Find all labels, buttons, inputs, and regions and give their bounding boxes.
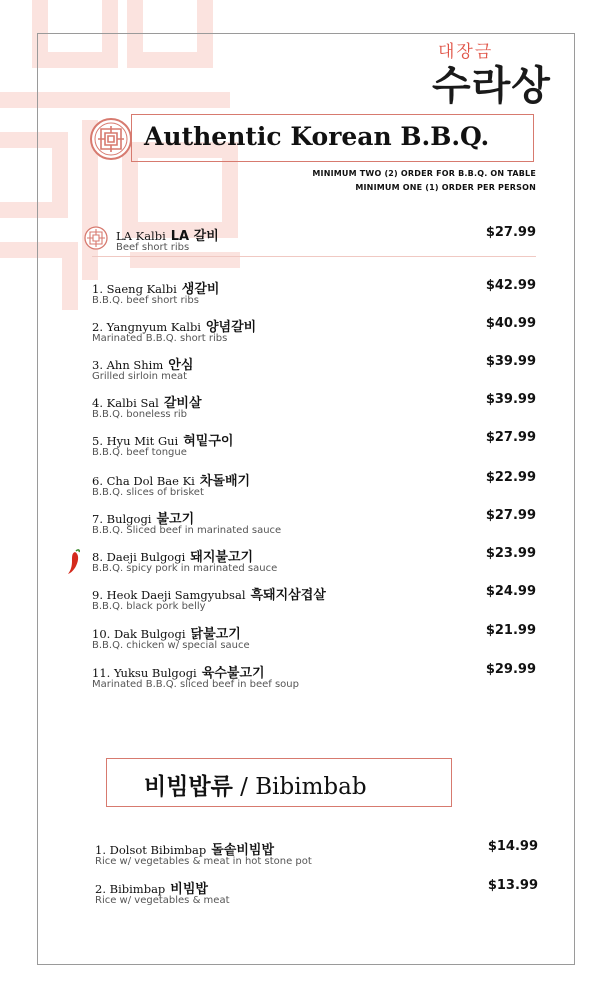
item-description: B.B.Q. Sliced beef in marinated sauce	[92, 525, 282, 536]
item-korean-name: 안심	[168, 358, 194, 373]
item-description: B.B.Q. beef short ribs	[92, 295, 199, 306]
item-description: Rice w/ vegetables & meat in hot stone pot	[95, 856, 312, 867]
menu-item	[92, 662, 536, 698]
menu-item-spicy	[92, 546, 536, 582]
item-description: Marinated B.B.Q. sliced beef in beef soup	[92, 679, 299, 690]
item-price: $29.99	[485, 662, 536, 677]
item-korean-name: 돌솥비빔밥	[211, 843, 275, 858]
item-korean-name: 육수불고기	[201, 666, 265, 681]
menu-item	[92, 354, 536, 390]
item-name: 11. Yuksu Bulgogi	[92, 666, 197, 680]
item-korean-name: 양념갈비	[206, 320, 257, 335]
bibimbab-title-korean: 비빔밥류	[144, 774, 233, 800]
bibimbab-title-english: Bibimbab	[255, 774, 367, 800]
menu-item	[95, 878, 538, 914]
item-name: 5. Hyu Mit Gui	[92, 434, 179, 448]
bbq-section-title: Authentic Korean B.B.Q.	[144, 122, 490, 151]
item-price: $27.99	[485, 225, 536, 240]
menu-item	[95, 839, 538, 875]
item-price: $39.99	[485, 354, 536, 369]
order-note: MINIMUM ONE (1) ORDER PER PERSON	[355, 183, 536, 192]
item-price: $27.99	[485, 430, 536, 445]
item-price: $39.99	[485, 392, 536, 407]
item-name: 3. Ahn Shim	[92, 358, 164, 372]
bibimbab-section-title	[144, 768, 367, 801]
item-price: $22.99	[485, 470, 536, 485]
item-korean-name: 불고기	[156, 512, 195, 527]
lattice-emblem-icon	[89, 117, 133, 161]
item-description: B.B.Q. boneless rib	[92, 409, 188, 420]
item-korean-name: LA 갈비	[170, 229, 219, 244]
item-description: B.B.Q. beef tongue	[92, 447, 187, 458]
item-description: Grilled sirloin meat	[92, 371, 188, 382]
menu-item	[92, 470, 536, 506]
divider	[92, 256, 536, 257]
item-price: $13.99	[487, 878, 538, 893]
item-korean-name: 갈비살	[163, 396, 202, 411]
item-name: 1. Saeng Kalbi	[92, 282, 177, 296]
brand-subtitle: 대장금	[438, 42, 494, 62]
menu-item	[92, 508, 536, 544]
item-name: 10. Dak Bulgogi	[92, 627, 186, 641]
item-korean-name: 생갈비	[181, 282, 220, 297]
item-name: 9. Heok Daeji Samgyubsal	[92, 588, 246, 602]
menu-item	[92, 430, 536, 466]
item-description: B.B.Q. black pork belly	[92, 601, 206, 612]
item-korean-name: 흑돼지삼겹살	[250, 588, 326, 603]
chili-pepper-icon	[66, 548, 82, 576]
order-note: MINIMUM TWO (2) ORDER FOR B.B.Q. ON TABLE	[312, 169, 536, 178]
item-price: $23.99	[485, 546, 536, 561]
item-description: B.B.Q. spicy pork in marinated sauce	[92, 563, 278, 574]
item-name: 1. Dolsot Bibimbap	[95, 843, 207, 857]
bibimbab-title-separator: /	[232, 774, 256, 800]
brand-logo: 수라상	[432, 63, 551, 109]
menu-item	[92, 392, 536, 428]
item-korean-name: 차돌배기	[199, 474, 251, 489]
menu-item	[92, 316, 536, 352]
item-price: $40.99	[485, 316, 536, 331]
item-name: 8. Daeji Bulgogi	[92, 550, 186, 564]
item-price: $24.99	[485, 584, 536, 599]
item-price: $14.99	[487, 839, 538, 854]
item-name: LA Kalbi	[116, 229, 166, 243]
item-name: 2. Bibimbap	[95, 882, 166, 896]
item-price: $21.99	[485, 623, 536, 638]
item-description: B.B.Q. chicken w/ special sauce	[92, 640, 250, 651]
menu-item	[92, 623, 536, 659]
item-description: Beef short ribs	[116, 242, 190, 253]
item-korean-name: 비빔밥	[170, 882, 208, 897]
item-name: 6. Cha Dol Bae Ki	[92, 474, 195, 488]
item-korean-name: 닭불고기	[190, 627, 241, 642]
item-price: $42.99	[485, 278, 536, 293]
item-description: Rice w/ vegetables & meat	[95, 895, 230, 906]
item-korean-name: 돼지불고기	[190, 550, 254, 565]
item-name: 2. Yangnyum Kalbi	[92, 320, 201, 334]
menu-item	[92, 584, 536, 620]
item-description: Marinated B.B.Q. short ribs	[92, 333, 228, 344]
item-name: 7. Bulgogi	[92, 512, 152, 526]
item-name: 4. Kalbi Sal	[92, 396, 159, 410]
item-korean-name: 혀밑구이	[183, 434, 234, 449]
lattice-emblem-icon	[84, 226, 108, 250]
item-description: B.B.Q. slices of brisket	[92, 487, 204, 498]
item-price: $27.99	[485, 508, 536, 523]
menu-item	[92, 278, 536, 314]
